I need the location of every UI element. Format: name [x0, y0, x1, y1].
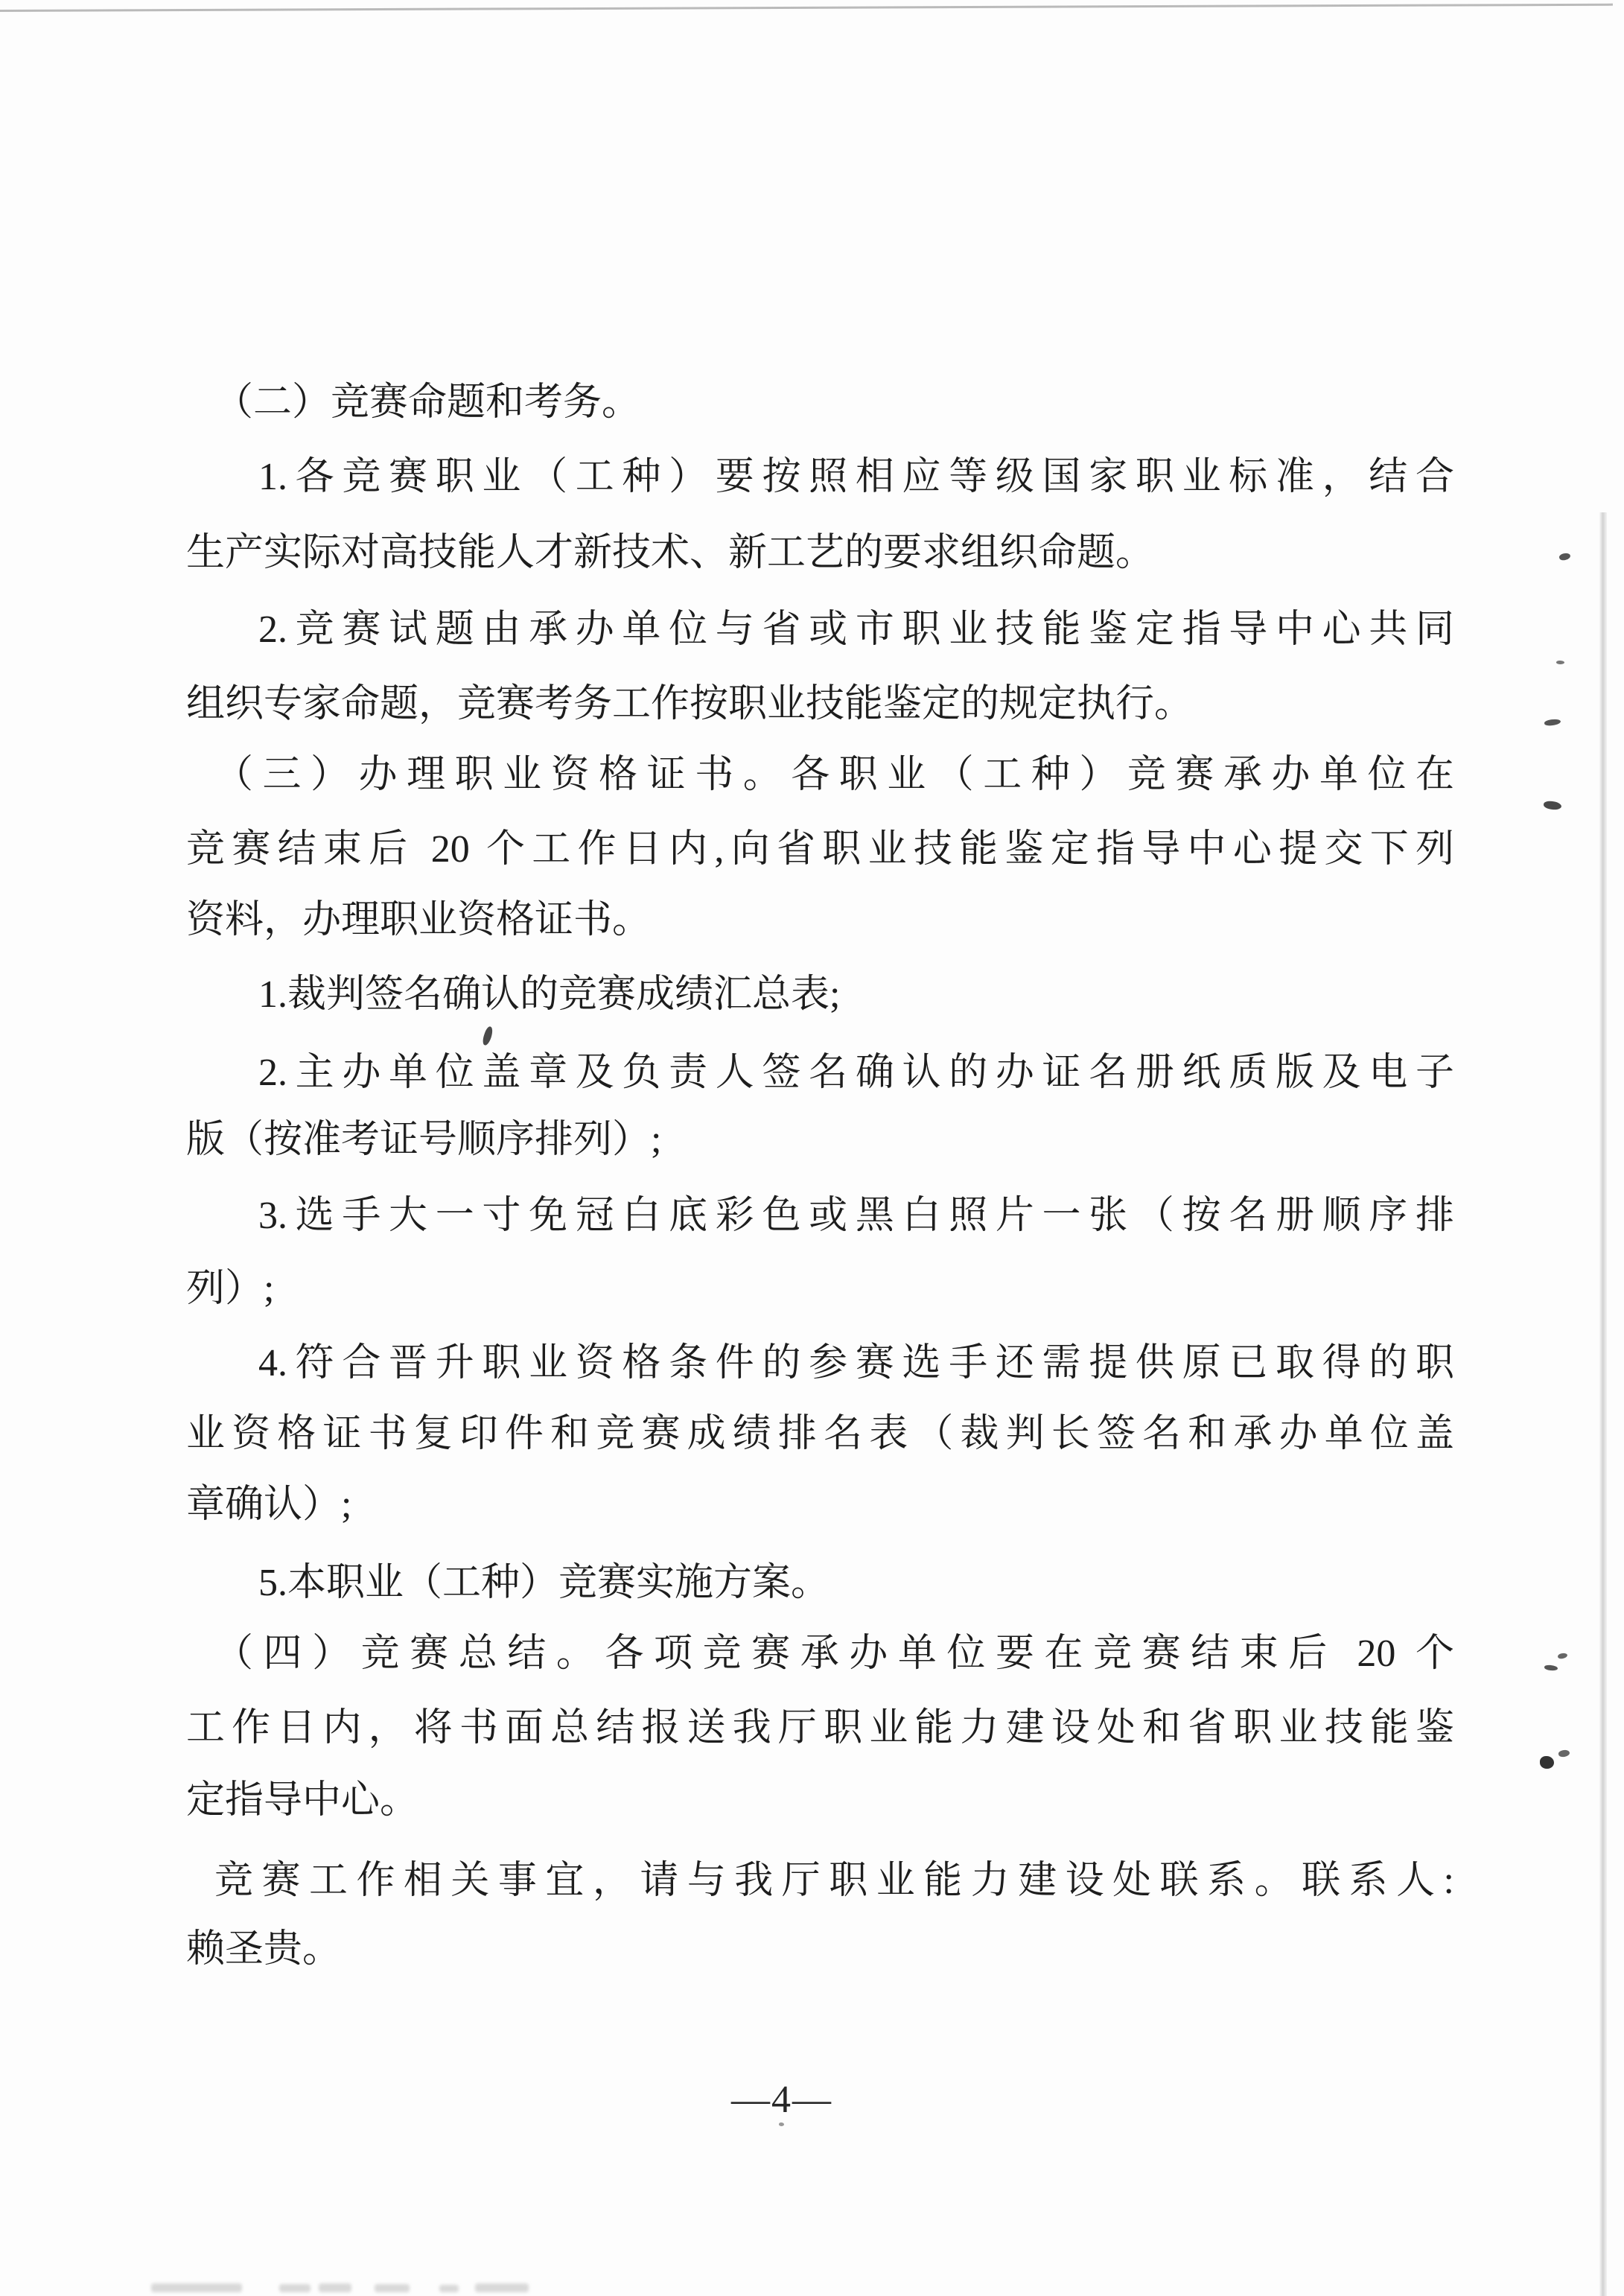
text-line: 定指导中心。: [186, 1779, 419, 1822]
text-line: 1.各竞赛职业（工种）要按照相应等级国家职业标准，结合: [258, 456, 1454, 498]
text-line: 章确认）;: [186, 1484, 352, 1526]
text-line: （三）办理职业资格证书。各职业（工种）竞赛承办单位在: [214, 754, 1454, 796]
text-line: 4.符合晋升职业资格条件的参赛选手还需提供原已取得的职: [258, 1342, 1454, 1384]
text-line: 赖圣贵。: [186, 1928, 342, 1971]
page-number: —4—: [731, 2079, 832, 2121]
text-line: 列）;: [186, 1268, 275, 1310]
text-line: 3.选手大一寸免冠白底彩色或黑白照片一张（按名册顺序排: [258, 1195, 1454, 1237]
text-line: （四）竞赛总结。各项竞赛承办单位要在竞赛结束后 20 个: [214, 1632, 1454, 1675]
text-line: 5.本职业（工种）竞赛实施方案。: [258, 1562, 830, 1604]
text-line: （二）竞赛命题和考务。: [214, 381, 641, 424]
text-line: 组织专家命题，竞赛考务工作按职业技能鉴定的规定执行。: [186, 683, 1194, 725]
text-line: 工作日内，将书面总结报送我厅职业能力建设处和省职业技能鉴: [186, 1707, 1454, 1749]
text-line: 生产实际对高技能人才新技术、新工艺的要求组织命题。: [186, 532, 1155, 574]
text-line: 资料，办理职业资格证书。: [186, 899, 652, 941]
text-line: 版（按准考证号顺序排列）;: [186, 1119, 662, 1161]
text-line: 竞赛工作相关事宜，请与我厅职业能力建设处联系。联系人:: [214, 1860, 1454, 1902]
text-line: 业资格证书复印件和竞赛成绩排名表（裁判长签名和承办单位盖: [186, 1413, 1454, 1455]
text-line: 2.竞赛试题由承办单位与省或市职业技能鉴定指导中心共同: [258, 608, 1454, 651]
text-line: 竞赛结束后 20 个工作日内,向省职业技能鉴定指导中心提交下列: [186, 828, 1454, 871]
text-line: 1.裁判签名确认的竞赛成绩汇总表;: [258, 973, 841, 1016]
text-line: 2.主办单位盖章及负责人签名确认的办证名册纸质版及电子: [258, 1052, 1454, 1094]
